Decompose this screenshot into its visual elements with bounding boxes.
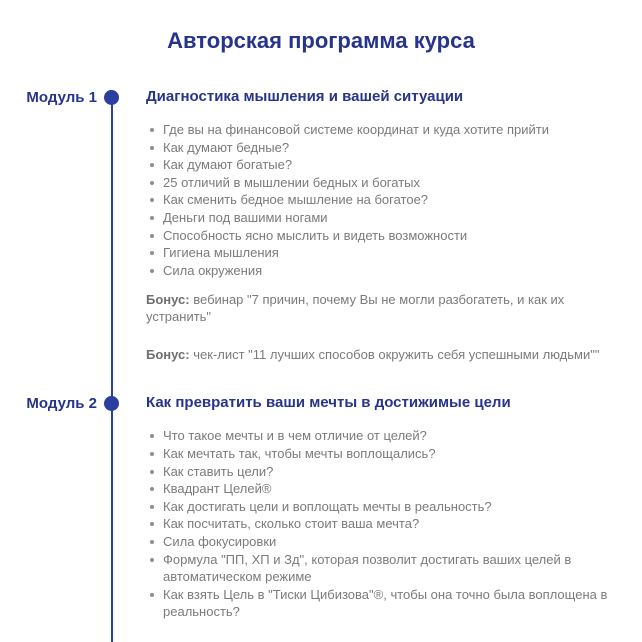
timeline-dot-icon: [104, 90, 119, 105]
course-topic-item: Сила окружения: [149, 262, 612, 280]
course-topic-item: Как думают бедные?: [149, 139, 612, 157]
page-title: Авторская программа курса: [167, 28, 475, 53]
course-topic-item: Как думают богатые?: [149, 156, 612, 174]
course-topic-item: Сила фокусировки: [149, 533, 612, 551]
timeline-dot-icon: [104, 396, 119, 411]
bonus-line: [146, 291, 612, 325]
course-topic-item: Деньги под вашими ногами: [149, 209, 612, 227]
bonus-label: Бонус:: [146, 292, 190, 308]
bonus-block: [146, 291, 612, 363]
module-content: [146, 87, 612, 363]
course-topic-item: Гигиена мышления: [149, 244, 612, 262]
course-topic-item: Как взять Цель в "Тиски Цибизова"®, чтобы она точно была воплощена в реальность?: [149, 586, 612, 621]
course-topic-item: Как достигать цели и воплощать мечты в реальность?: [149, 498, 612, 516]
course-topic-item: Как посчитать, сколько стоит ваша мечта?: [149, 515, 612, 533]
course-topic-item: 25 отличий в мышлении бедных и богатых: [149, 174, 612, 192]
course-topic-item: Что такое мечты и в чем отличие от целей?: [149, 427, 612, 445]
course-topic-item: Как ставить цели?: [149, 463, 612, 481]
course-topic-item: Где вы на финансовой системе координат и куда хотите прийти: [149, 121, 612, 139]
topic-list: [146, 121, 612, 279]
module-heading: Диагностика мышления и вашей ситуации: [146, 88, 464, 105]
course-topic-item: Как сменить бедное мышление на богатое?: [149, 191, 612, 209]
bonus-text: вебинар "7 причин, почему Вы не могли разбогатеть, и как их устранить": [146, 292, 565, 325]
module-section: [0, 87, 642, 363]
bonus-text: чек-лист "11 лучших способов окружить себя успешными людьми"": [189, 347, 600, 363]
module-heading: Как превратить ваши мечты в достижимые цели: [146, 394, 511, 412]
course-topic-item: Как мечтать так, чтобы мечты воплощались?: [149, 445, 612, 463]
module-label: Модуль 2: [26, 395, 97, 413]
module-content: [146, 393, 612, 621]
bonus-label: Бонус:: [146, 347, 190, 363]
course-topic-item: Способность ясно мыслить и видеть возможности: [149, 227, 612, 245]
module-label: Модуль 1: [26, 89, 97, 106]
course-program: [0, 87, 642, 621]
topic-list: [146, 427, 612, 621]
bonus-line: [146, 346, 612, 363]
course-topic-item: Квадрант Целей®: [149, 480, 612, 498]
module-section: [0, 393, 642, 621]
course-topic-item: Формула "ПП, ХП и Зд", которая позволит достигать ваших целей в автоматическом режиме: [149, 551, 612, 586]
